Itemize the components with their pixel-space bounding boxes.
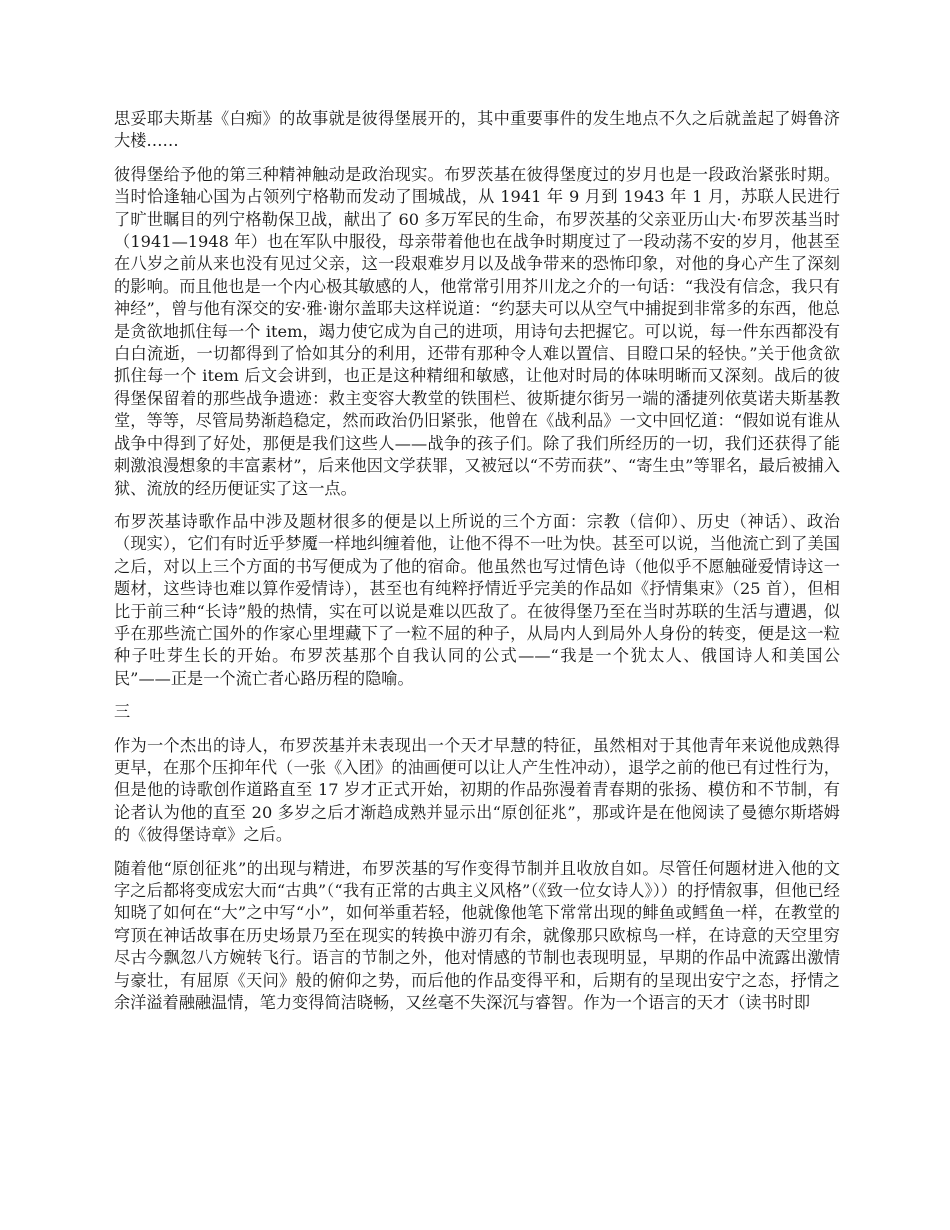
document-page	[114, 108, 840, 1025]
paragraph-1: 思妥耶夫斯基《白痴》的故事就是彼得堡展开的，其中重要事件的发生地点不久之后就盖起了姆鲁济大楼……	[114, 109, 840, 151]
section-heading: 三	[114, 702, 131, 722]
paragraph-3: 布罗茨基诗歌作品中涉及题材很多的便是以上所说的三个方面：宗教（信仰）、历史（神话）、政治（现实），它们有时近乎梦魇一样地纠缠着他，让他不得不一吐为快。甚至可以说，当他流亡到了美国之后，对以上三个方面的书写便成为了他的宿命。他虽然也写过情色诗（他似乎不愿触碰爱情诗这一题材，这些诗也难以算作爱情诗），甚至也有纯粹抒情近乎完美的作品如《抒情集束》（25 首），但相比于前三种“长诗”般的热情，实在可以说是难以匹敌了。在彼得堡乃至在当时苏联的生活与遭遇，似乎在那些流亡国外的作家心里埋藏下了一粒不屈的种子，从局内人到局外人身份的转变，便是这一粒种子吐芽生长的开始。布罗茨基那个自我认同的公式——“我是一个犹太人、俄国诗人和美国公民”——正是一个流亡者心路历程的隐喻。	[114, 511, 840, 688]
paragraph-5: 随着他“原创征兆”的出现与精进，布罗茨基的写作变得节制并且收放自如。尽管任何题材进入他的文字之后都将变成宏大而“古典”（“我有正常的古典主义风格”（《致一位女诗人》））的抒情叙事，但他已经知晓了如何在“大”之中写“小”，如何举重若轻，他就像他笔下常常出现的鲱鱼或鳕鱼一样，在教堂的穹顶在神话故事在历史场景乃至在现实的转换中游刃有余，就像那只欧椋鸟一样，在诗意的天空里穷尽古今飘忽八方婉转飞行。语言的节制之外，他对情感的节制也表现明显，早期的作品中流露出激情与豪壮，有屈原《天问》般的俯仰之势，而后他的作品变得平和，后期有的呈现出安宁之态，抒情之余洋溢着融融温情，笔力变得简洁晓畅，又丝毫不失深沉与睿智。作为一个语言的天才（读书时即	[114, 858, 840, 1013]
paragraph-2: 彼得堡给予他的第三种精神触动是政治现实。布罗茨基在彼得堡度过的岁月也是一段政治紧张时期。当时恰逢轴心国为占领列宁格勒而发动了围城战，从 1941 年 9 月到 1943 年 1 月，苏联人民进行了旷世瞩目的列宁格勒保卫战，献出了 60 多万军民的生命，布罗茨基的父亲亚历山大·布罗茨基当时（1941—1948 年）也在军队中服役，母亲带着他也在战争时期度过了一段动荡不安的岁月，他甚至在八岁之前从来也没有见过父亲，这一段艰难岁月以及战争带来的恐怖印象，对他的身心产生了深刻的影响。而且他也是一个内心极其敏感的人，他常常引用芥川龙之介的一句话：“我没有信念，我只有神经”，曾与他有深交的安·雅·谢尔盖耶夫这样说道：“约瑟夫可以从空气中捕捉到非常多的东西，他总是贪欲地抓住每一个 item，竭力使它成为自己的进项，用诗句去把握它。可以说，每一件东西都没有白白流逝，一切都得到了恰如其分的利用，还带有那种令人难以置信、目瞪口呆的轻快。”关于他贪欲抓住每一个 item 后文会讲到，也正是这种精细和敏感，让他对时局的体味明晰而又深刻。战后的彼得堡保留着的那些战争遗迹：救主变容大教堂的铁围栏、彼斯捷尔街另一端的潘捷列依莫诺夫斯基教堂，等等，尽管局势渐趋稳定，然而政治仍旧紧张，他曾在《战利品》一文中回忆道：“假如说有谁从战争中得到了好处，那便是我们这些人——战争的孩子们。除了我们所经历的一切，我们还获得了能刺激浪漫想象的丰富素材”，后来他因文学获罪，又被冠以“不劳而获”、“寄生虫”等罪名，最后被捕入狱、流放的经历便证实了这一点。	[114, 164, 840, 498]
paragraph-4: 作为一个杰出的诗人，布罗茨基并未表现出一个天才早慧的特征，虽然相对于其他青年来说他成熟得更早，在那个压抑年代（一张《入团》的油画便可以让人产生性冲动），退学之前的他已有过性行为，但是他的诗歌创作道路直至 17 岁才正式开始，初期的作品弥漫着青春期的张扬、模仿和不节制，有论者认为他的直至 20 多岁之后才渐趋成熟并显示出“原创征兆”，那或许是在他阅读了曼德尔斯塔姆的《彼得堡诗章》之后。	[114, 735, 840, 845]
